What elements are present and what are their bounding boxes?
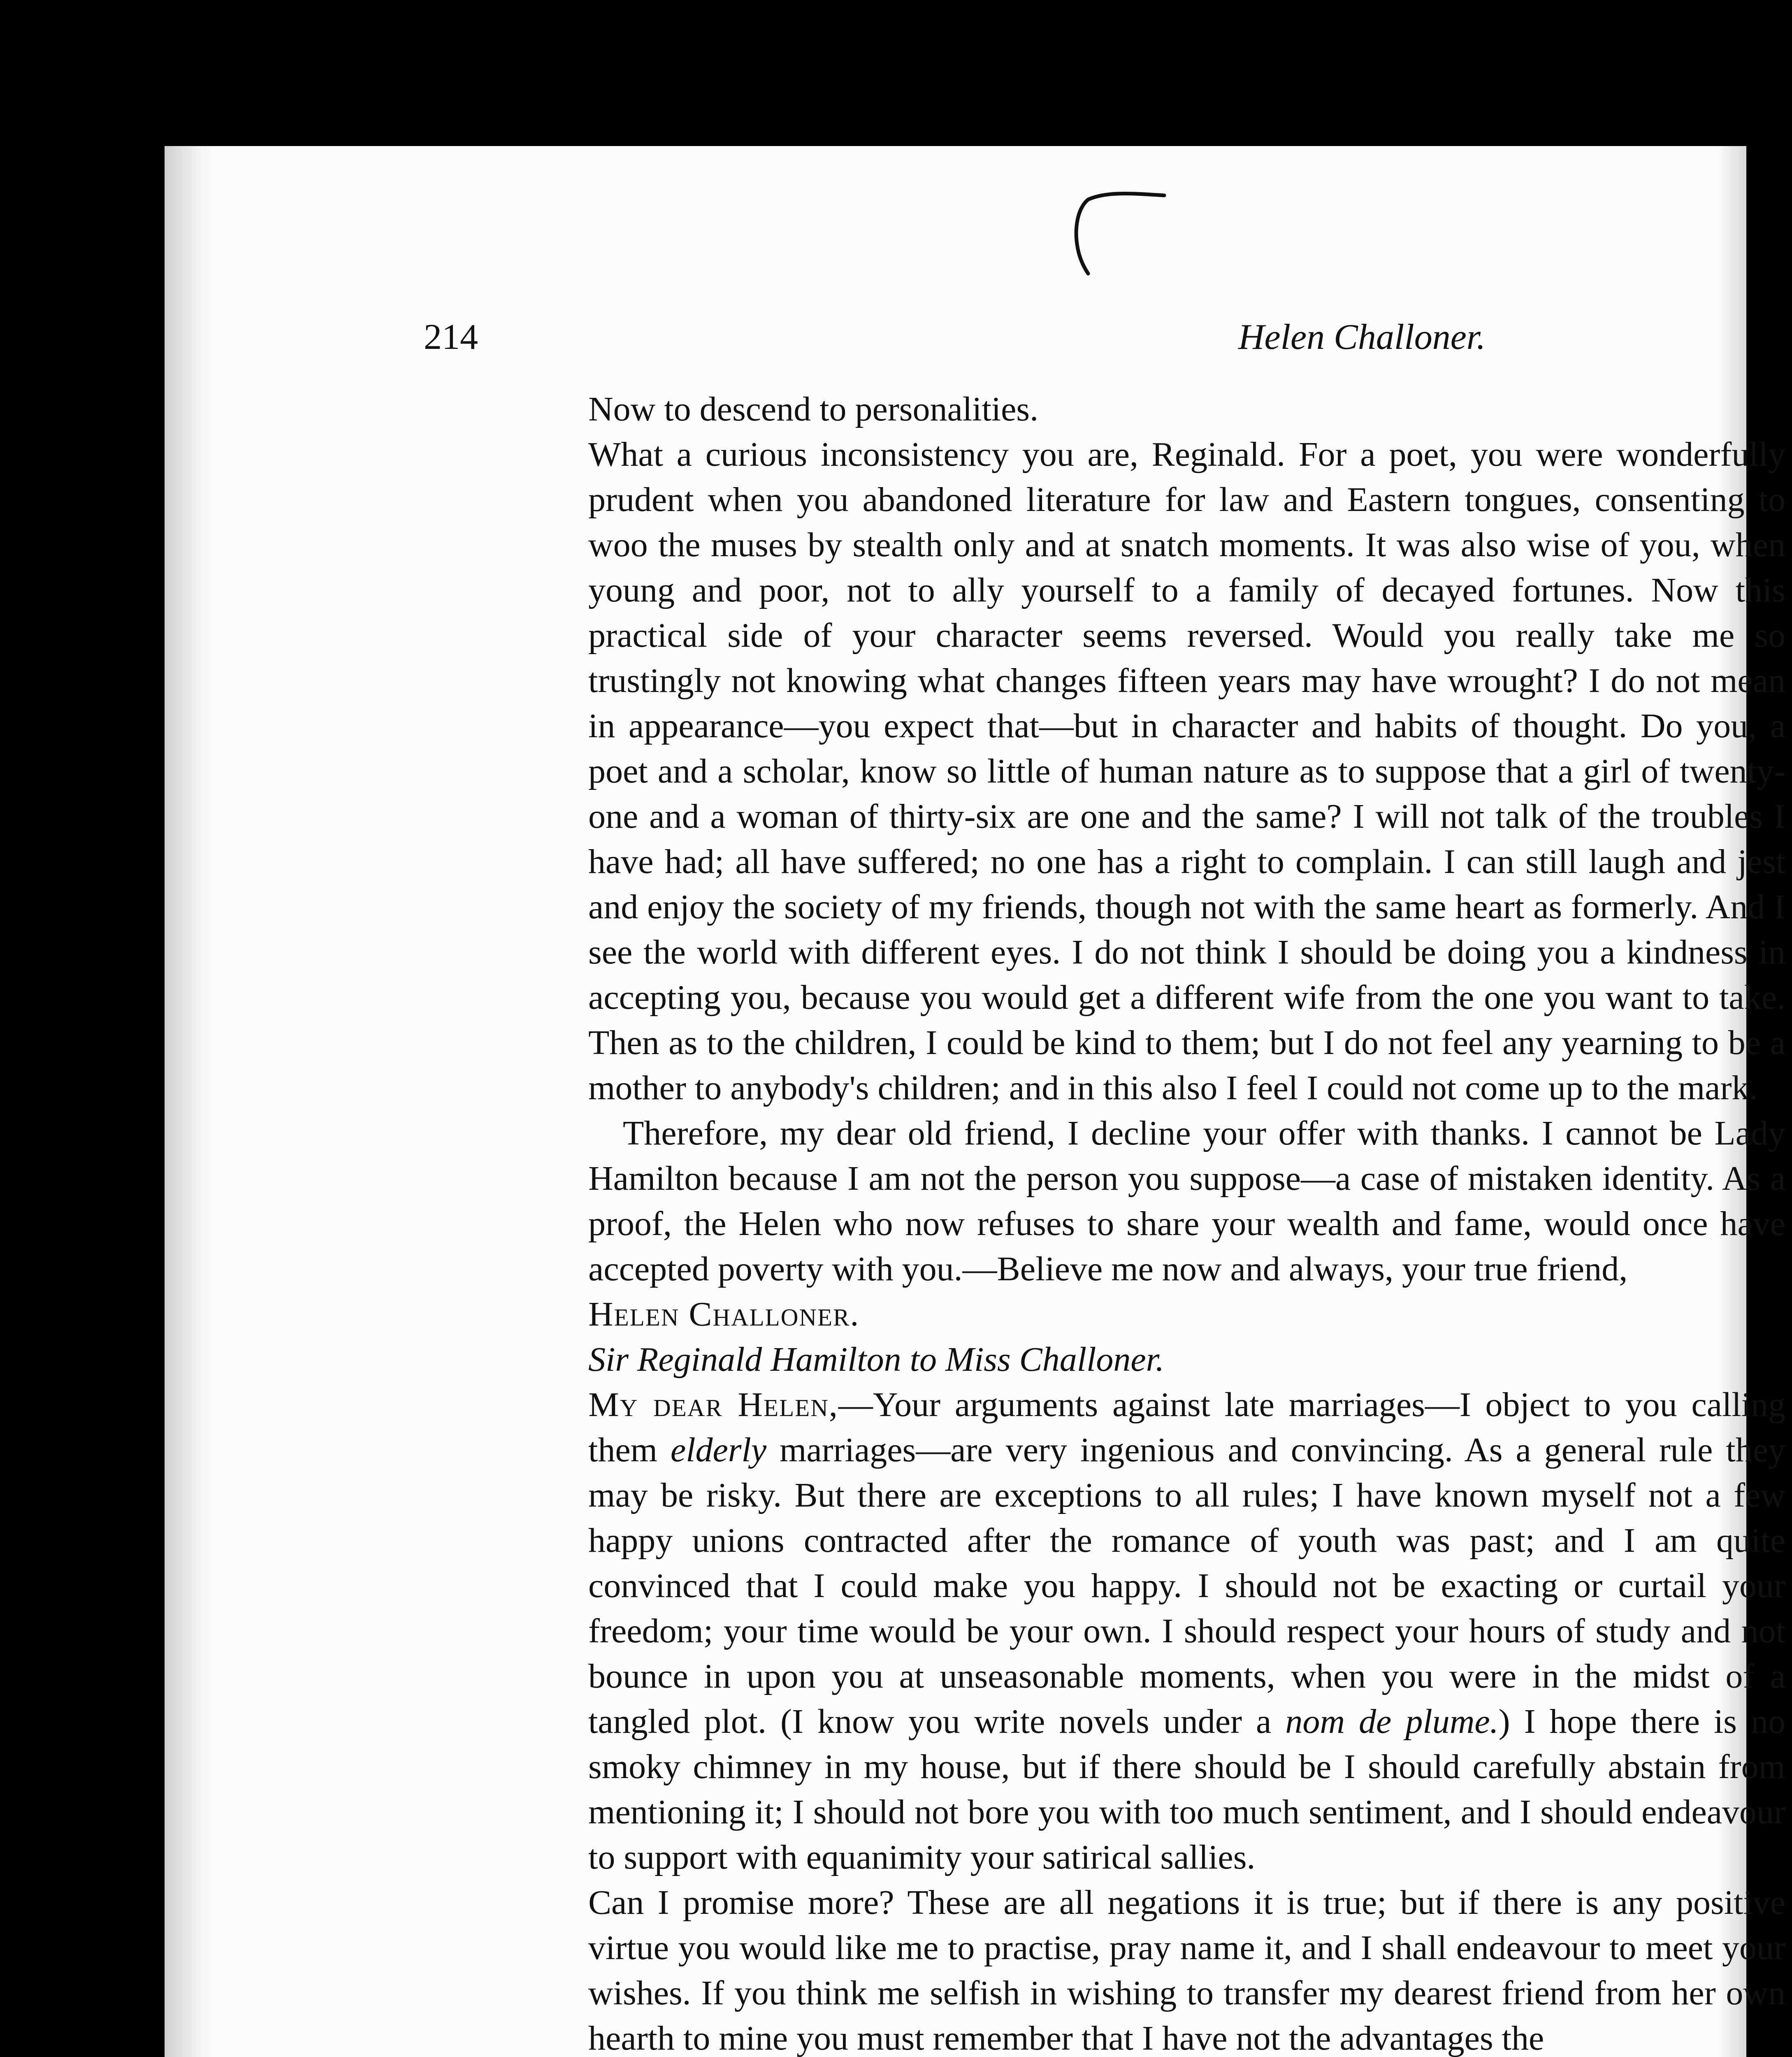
emphasis: elderly	[670, 1431, 767, 1469]
paragraph: What a curious inconsistency you are, Reginald. For a poet, you were wonderfully prudent when you abandoned literature for law and Eastern tongues, consenting to woo the muses by stealth only and at snatch moments. It was also wise of you, when young and poor, not to ally yourself to a family of decayed fortunes. Now this practical side of your character seems reversed. Would you really take me so trustingly not knowing what changes fifteen years may have wrought? I do not mean in appearance—you expect that—but in character and habits of thought. Do you, a poet and a scholar, know so little of human nature as to suppose that a girl of twenty-one and a woman of thirty-six are one and the same? I will not talk of the troubles I have had; all have suffered; no one has a right to complain. I can still laugh and jest and enjoy the society of my friends, though not with the same heart as formerly. And I see the world with different eyes. I do not think I should be doing you a kindness in accepting you, because you would get a different wife from the one you want to take. Then as to the children, I could be kind to them; but I do not feel any yearning to be a mother to anybody's children; and in this also I feel I could not come up to the mark.	[588, 435, 1785, 1107]
pencil-mark-icon	[1049, 183, 1172, 278]
paragraph: Can I promise more? These are all negations it is true; but if there is any positive virtue you would like me to practise, pray name it, and I shall endeavour to meet your wishes. If you think me selfish in wishing to transfer my dearest friend from her own hearth to mine you must remember that I have not the advantages the	[588, 1883, 1785, 2057]
text-run: ) I hope there is no smoky chimney in my house, but if there should be I should carefully abstain from mentioning it; I should not bore you with too much sentiment, and I should endeavour to support with equanimity your satirical sallies.	[588, 1702, 1785, 1876]
paragraph: Therefore, my dear old friend, I decline your offer with thanks. I cannot be Lady Hamilton because I am not the person you suppose—a case of mistaken identity. As a proof, the Helen who now refuses to share your wealth and fame, would once have accepted poverty with you.—Believe me now and always, your true friend,	[588, 1114, 1785, 1288]
running-title: Helen Challoner.	[1238, 317, 1486, 357]
text-run: marriages—are very ingenious and convincing. As a general rule they may be risky. But there are exceptions to all rules; I have known myself not a few happy unions contracted after the romance of youth was past; and I am quite convinced that I could make you happy. I should not be exacting or curtail your freedom; your time would be your own. I should respect your hours of study and not bounce in upon you at unseasonable moments, when you were in the midst of a tangled plot. (I know you write novels under a	[588, 1431, 1785, 1741]
emphasis: nom de plume.	[1285, 1702, 1499, 1741]
signature: Helen Challoner.	[588, 1295, 860, 1333]
salutation: My dear Helen,	[588, 1386, 838, 1424]
paragraph	[588, 1382, 1785, 1880]
page-number: 214	[424, 317, 478, 357]
paragraph: Now to descend to personalities.	[588, 390, 1039, 428]
book-page	[165, 146, 1785, 2057]
page-gutter	[165, 146, 214, 2057]
text-run: —Your arguments against late marriages—I object to you calling them	[588, 1386, 1785, 1469]
page-text	[424, 315, 1785, 2057]
letter-from-helen	[588, 387, 1785, 2057]
running-header	[424, 315, 1785, 364]
letter-heading: Sir Reginald Hamilton to Miss Challoner.	[588, 1340, 1165, 1379]
